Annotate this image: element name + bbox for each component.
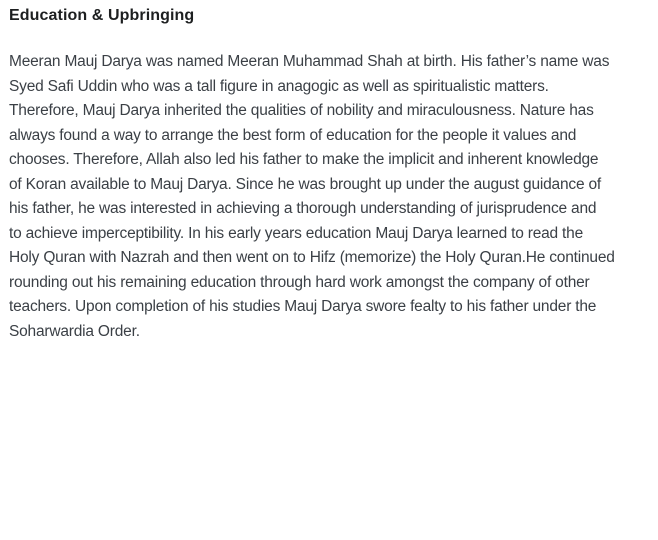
article-paragraph xyxy=(9,50,650,344)
paragraph-line: chooses. Therefore, Allah also led his father to make the implicit and inherent knowledge xyxy=(9,151,599,168)
paragraph-line: his father, he was interested in achieving a thorough understanding of jurisprudence and xyxy=(9,200,597,217)
paragraph-line: Meeran Mauj Darya was named Meeran Muhammad Shah at birth. His father’s name was xyxy=(9,53,610,70)
paragraph-line: Soharwardia Order. xyxy=(9,322,140,340)
paragraph-line: rounding out his remaining education through hard work amongst the company of other xyxy=(9,273,590,291)
paragraph-line: to achieve imperceptibility. In his early years education Mauj Darya learned to read the xyxy=(9,224,584,242)
paragraph-line: Syed Safi Uddin who was a tall figure in anagogic as well as spiritualistic matters. xyxy=(9,77,549,95)
paragraph-line: Holy Quran with Nazrah and then went on to Hifz (memorize) the Holy Quran.He continued xyxy=(9,249,615,266)
section-heading: Education & Upbringing xyxy=(9,7,195,24)
paragraph-line: always found a way to arrange the best form of education for the people it values and xyxy=(9,126,577,144)
paragraph-line: Therefore, Mauj Darya inherited the qualities of nobility and miraculousness. Nature has xyxy=(9,102,594,119)
paragraph-line: of Koran available to Mauj Darya. Since he was brought up under the august guidance of xyxy=(9,175,602,193)
paragraph-line: teachers. Upon completion of his studies Mauj Darya swore fealty to his father under the xyxy=(9,298,597,315)
